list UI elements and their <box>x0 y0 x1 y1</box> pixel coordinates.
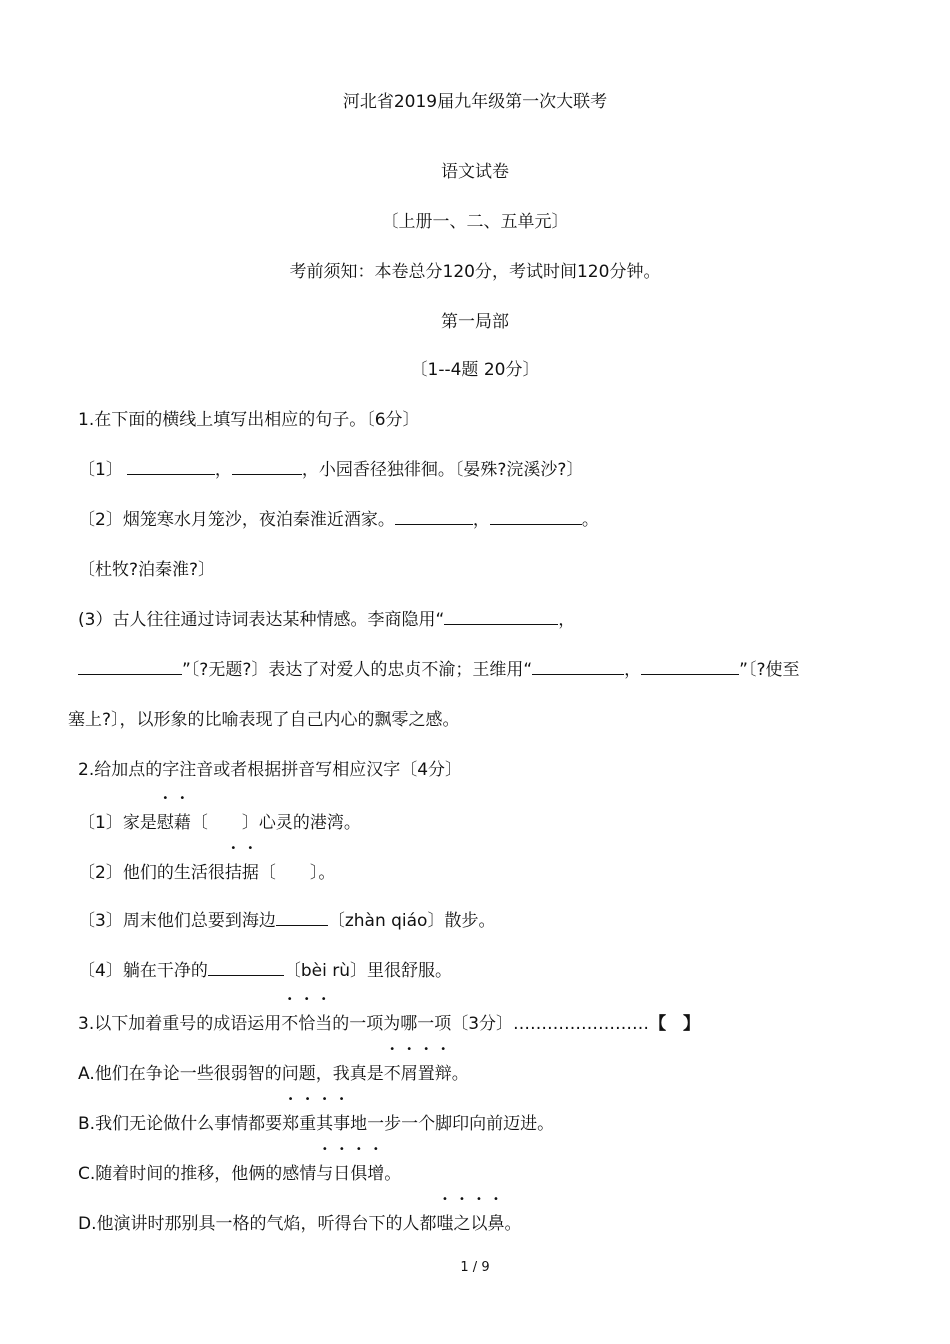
answer-blank[interactable] <box>208 959 284 976</box>
emphasized-char: 事 <box>333 1114 351 1134</box>
question-1-item-3 <box>78 608 575 632</box>
answer-blank[interactable] <box>532 658 624 675</box>
question-2-item-2 <box>78 861 335 885</box>
emphasized-char: 据 <box>241 863 259 883</box>
option-end: 。 <box>504 1214 522 1234</box>
answer-blank[interactable] <box>127 458 215 475</box>
option-a[interactable] <box>78 1062 469 1086</box>
item-text: 〔2〕他们的生活很 <box>78 863 225 883</box>
document-title: 河北省2019届九年级第一次大联考 <box>342 92 608 112</box>
emphasized-char: 与 <box>316 1164 334 1184</box>
question-2-item-3 <box>78 909 495 933</box>
question-1-item-2-source: 〔杜牧?泊秦淮?〕 <box>78 560 216 580</box>
emphasized-char: 拮 <box>224 863 242 883</box>
emphasized-char: 郑 <box>282 1114 300 1134</box>
emphasized-char: 当 <box>315 1014 333 1034</box>
emphasized-char: 日 <box>333 1164 351 1184</box>
emphasized-char: 慰 <box>156 813 174 833</box>
option-c[interactable] <box>78 1162 401 1186</box>
option-end: 。 <box>384 1164 402 1184</box>
question-1-item-3-line-3: 塞上?〕，以形象的比喻表现了自己内心的飘零之感。 <box>68 710 460 730</box>
question-2-item-1 <box>78 811 361 835</box>
answer-blank[interactable] <box>232 458 302 475</box>
option-text: 地一步一个脚印向前迈进。 <box>350 1114 555 1134</box>
question-1-item-3-line-2 <box>78 658 800 682</box>
item-text: 〔bèi rù〕里很舒服。 <box>283 961 452 981</box>
emphasized-char: 重 <box>299 1114 317 1134</box>
emphasized-char: 屑 <box>400 1064 418 1084</box>
answer-blank[interactable] <box>78 658 182 675</box>
answer-blank[interactable] <box>395 508 473 525</box>
option-end: 。 <box>451 1064 469 1084</box>
emphasized-char: 藉 <box>173 813 191 833</box>
item-text: 〔zhàn qiáo〕散步。 <box>327 911 496 931</box>
answer-blank[interactable] <box>641 658 739 675</box>
part-range: 〔1--4题 20分〕 <box>410 360 540 380</box>
emphasized-char: 以 <box>470 1214 488 1234</box>
separator: ， <box>558 610 576 630</box>
emphasized-char: 俱 <box>350 1164 368 1184</box>
exam-scope: 〔上册一、二、五单元〕 <box>381 212 569 232</box>
answer-blank[interactable] <box>276 909 328 926</box>
question-2-stem: 2.给加点的字注音或者根据拼音写相应汉字〔4分〕 <box>78 760 463 780</box>
emphasized-char: 不 <box>281 1014 299 1034</box>
emphasized-char: 辩 <box>434 1064 452 1084</box>
item-end: 。 <box>581 510 599 530</box>
separator: ， <box>624 660 642 680</box>
question-3-stem <box>78 1012 700 1036</box>
item-text: 〔3〕周末他们总要到海边 <box>78 911 276 931</box>
question-1-item-1 <box>78 458 583 482</box>
question-1-stem: 1.在下面的横线上填写出相应的句子。〔6分〕 <box>78 410 420 430</box>
item-text: 〔2〕烟笼寒水月笼沙，夜泊秦淮近酒家。 <box>78 510 395 530</box>
question-2-item-4 <box>78 959 452 983</box>
item-text: 〔4〕躺在干净的 <box>78 961 208 981</box>
question-1-item-2 <box>78 508 599 532</box>
page-number: 1 / 9 <box>460 1260 490 1275</box>
answer-blank[interactable] <box>490 508 582 525</box>
item-text: ”〔?无题?〕表达了对爱人的忠贞不渝；王维用“ <box>182 660 533 680</box>
part-heading: 第一局部 <box>441 312 509 332</box>
option-text: D.他演讲时那别具一格的气焰，听得台下的人都 <box>78 1214 437 1234</box>
item-text: 3.以下加着重号的成语运用 <box>78 1014 282 1034</box>
option-b[interactable] <box>78 1112 554 1136</box>
option-d[interactable] <box>78 1212 522 1236</box>
separator: ， <box>472 510 490 530</box>
answer-blank[interactable] <box>444 608 558 625</box>
item-text: 〔1〕家是 <box>78 813 157 833</box>
option-text: B.我们无论做什么事情都要 <box>78 1114 283 1134</box>
emphasized-char: 置 <box>417 1064 435 1084</box>
exam-notice: 考前须知：本卷总分120分，考试时间120分钟。 <box>289 262 661 282</box>
item-text: ”〔?使至 <box>739 660 800 680</box>
option-text: A.他们在争论一些很弱智的问题，我真是 <box>78 1064 384 1084</box>
emphasized-char: 增 <box>367 1164 385 1184</box>
item-text: 的一项为哪一项〔3分〕…………………… <box>332 1014 650 1034</box>
emphasized-char: 鼻 <box>487 1214 505 1234</box>
answer-bracket[interactable]: 【 】 <box>649 1014 701 1034</box>
item-text: 〔 〕。 <box>258 863 336 883</box>
item-label: 〔1〕 <box>78 460 123 480</box>
emphasized-char: 不 <box>383 1064 401 1084</box>
emphasized-char: 恰 <box>298 1014 316 1034</box>
option-text: C.随着时间的推移，他俩的感情 <box>78 1164 317 1184</box>
subject-title: 语文试卷 <box>441 162 509 182</box>
item-text: 〔 〕心灵的港湾。 <box>190 813 361 833</box>
emphasized-char: 之 <box>453 1214 471 1234</box>
emphasized-char: 其 <box>316 1114 334 1134</box>
emphasized-char: 嗤 <box>436 1214 454 1234</box>
item-text: (3）古人往往通过诗词表达某种情感。李商隐用“ <box>78 610 445 630</box>
separator: ， <box>214 460 232 480</box>
item-text: ，小园香径独徘徊。〔晏殊?浣溪沙?〕 <box>301 460 584 480</box>
